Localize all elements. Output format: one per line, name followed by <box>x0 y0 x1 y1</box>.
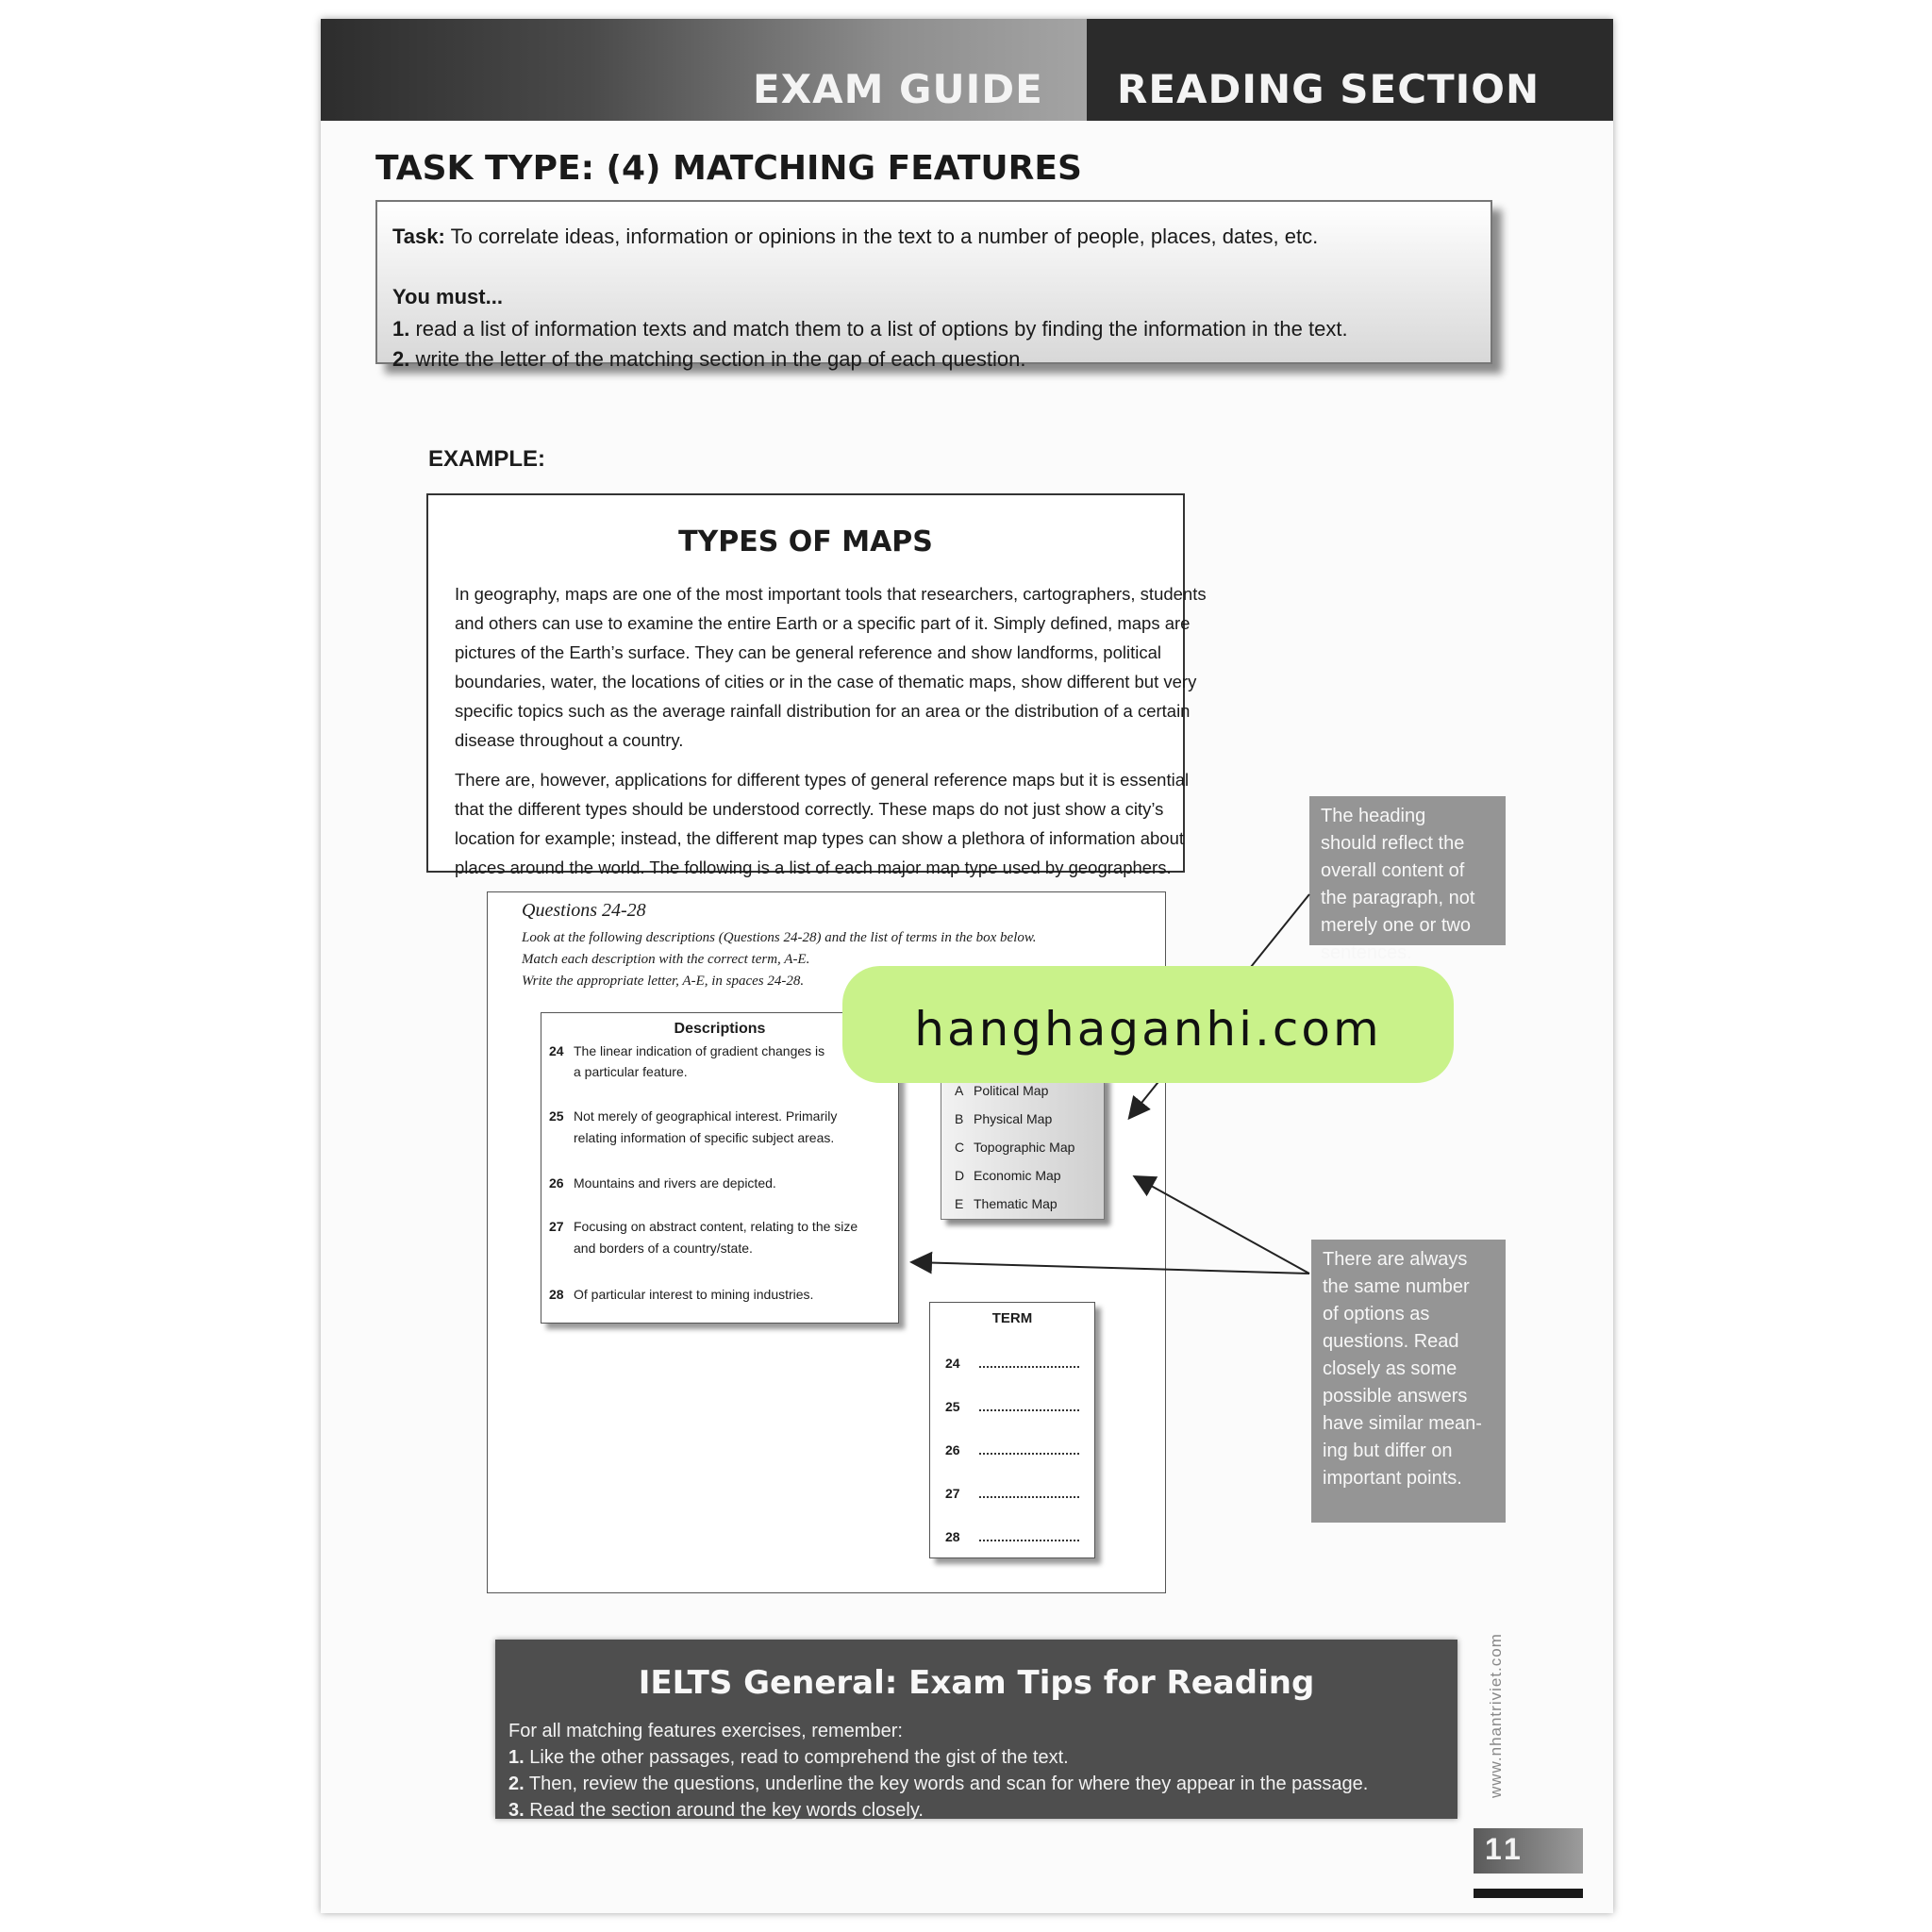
answer-number: 25 <box>945 1399 960 1414</box>
task-step-text: read a list of information texts and match them to a list of options by finding the information in the text. <box>415 317 1348 341</box>
option-label: Topographic Map <box>974 1140 1075 1155</box>
callout-line: questions. Read <box>1323 1331 1459 1352</box>
callout-line: the paragraph, not <box>1321 888 1475 908</box>
tip-number: 2. <box>508 1774 525 1794</box>
descriptions-heading: Descriptions <box>674 1021 766 1037</box>
answer-number: 27 <box>945 1486 960 1501</box>
callout-line: of options as <box>1323 1304 1430 1324</box>
callout-line: merely one or two <box>1321 915 1471 936</box>
answer-number: 26 <box>945 1442 960 1457</box>
tip-number: 1. <box>508 1747 525 1768</box>
option-letter: D <box>955 1168 965 1183</box>
passage-line: There are, however, applications for different types of general reference maps but it is essential <box>455 770 1190 790</box>
passage-line: specific topics such as the average rainfall distribution for an area or the distribution of a certain <box>455 701 1191 721</box>
questions-instruction: Look at the following descriptions (Questions 24-28) and the list of terms in the box below. <box>522 930 1037 945</box>
task-step-number: 1. <box>392 317 410 341</box>
tip-number: 3. <box>508 1800 525 1821</box>
callout-line: There are always <box>1323 1249 1468 1270</box>
publisher-url: www.nhantriviet.com <box>1487 1633 1505 1798</box>
option-letter: C <box>955 1140 965 1155</box>
tips-title: IELTS General: Exam Tips for Reading <box>638 1664 1315 1702</box>
task-type-title: TASK TYPE: (4) MATCHING FEATURES <box>375 149 1082 188</box>
you-must-label: You must... <box>392 285 503 308</box>
task-text: To correlate ideas, information or opinions in the text to a number of people, places, dates, etc. <box>450 225 1319 248</box>
exam-guide-label: EXAM GUIDE <box>753 66 1043 112</box>
tip-item <box>508 1747 1069 1769</box>
tip-text: Like the other passages, read to comprehend the gist of the text. <box>529 1747 1069 1768</box>
passage-title: TYPES OF MAPS <box>678 525 933 558</box>
option-label: Economic Map <box>974 1168 1061 1183</box>
description-number: 25 <box>549 1108 564 1124</box>
option-letter: A <box>955 1083 964 1098</box>
option-label: Physical Map <box>974 1111 1053 1126</box>
arrow-line <box>1136 1177 1309 1274</box>
option-label: Political Map <box>974 1083 1049 1098</box>
passage-line: In geography, maps are one of the most important tools that researchers, cartographers, students <box>455 584 1207 604</box>
callout-line: ing but differ on <box>1323 1441 1453 1461</box>
callout-line: The heading <box>1321 806 1426 826</box>
answer-number: 28 <box>945 1529 960 1544</box>
watermark-badge <box>842 966 1454 1083</box>
callout-line: the same number <box>1323 1276 1470 1297</box>
callout-line: closely as some <box>1323 1358 1457 1379</box>
questions-title: Questions 24-28 <box>522 900 646 921</box>
exam-tips-box <box>495 1640 1457 1819</box>
option-letter: E <box>955 1196 964 1211</box>
answer-number: 24 <box>945 1356 960 1371</box>
option-letter: B <box>955 1111 964 1126</box>
passage-line: pictures of the Earth’s surface. They can be general reference and show landforms, political <box>455 642 1161 662</box>
callout-line: important points. <box>1323 1468 1462 1489</box>
page-number-tab <box>1474 1828 1583 1874</box>
tip-item <box>508 1800 924 1822</box>
tip-text: Then, review the questions, underline the key words and scan for where they appear in the passage. <box>528 1774 1369 1794</box>
callout-line: have similar mean- <box>1323 1413 1482 1434</box>
option-label: Thematic Map <box>974 1196 1058 1211</box>
description-number: 24 <box>549 1043 564 1058</box>
questions-instruction: Match each description with the correct term, A-E. <box>522 952 810 967</box>
page-number: 11 <box>1485 1832 1524 1866</box>
description-text: The linear indication of gradient changes is <box>574 1043 825 1058</box>
tips-intro: For all matching features exercises, remember: <box>508 1721 903 1741</box>
term-heading: TERM <box>991 1310 1033 1326</box>
watermark-text: hanghaganhi.com <box>914 1002 1382 1057</box>
questions-instruction: Write the appropriate letter, A-E, in spaces 24-28. <box>522 974 805 989</box>
passage-line: that the different types should be understood correctly. These maps do not just show a city’s <box>455 799 1164 819</box>
passage-line: and others can use to examine the entire Earth or a specific part of it. Simply defined, maps are <box>455 613 1191 633</box>
callout-line: overall content of <box>1321 860 1465 881</box>
tip-item <box>508 1774 1368 1795</box>
passage-line: location for example; instead, the different map types can show a plethora of information about <box>455 828 1185 848</box>
tip-text: Read the section around the key words closely. <box>529 1800 924 1821</box>
passage-line: places around the world. The following is a list of each major map type used by geographers. <box>455 858 1172 877</box>
passage-line: disease throughout a country. <box>455 730 684 750</box>
description-number: 28 <box>549 1287 564 1302</box>
arrow-line <box>913 1262 1309 1274</box>
callout-line: sentences. <box>1321 942 1412 963</box>
description-text: Not merely of geographical interest. Primarily <box>574 1108 838 1124</box>
description-text: relating information of specific subject areas. <box>574 1130 835 1145</box>
task-step-text: write the letter of the matching section in the gap of each question. <box>415 347 1026 371</box>
description-number: 26 <box>549 1175 564 1191</box>
passage-line: boundaries, water, the locations of cities or in the case of thematic maps, show different but very <box>455 672 1197 691</box>
task-step-number: 2. <box>392 347 410 371</box>
description-number: 27 <box>549 1219 564 1234</box>
description-text: a particular feature. <box>574 1064 688 1079</box>
description-text: and borders of a country/state. <box>574 1241 753 1256</box>
example-label: EXAMPLE: <box>428 446 546 472</box>
page-number-bar <box>1474 1889 1583 1898</box>
callout-line: should reflect the <box>1321 833 1465 854</box>
task-label: Task: <box>392 225 445 248</box>
reading-section-label: READING SECTION <box>1117 66 1541 112</box>
description-text: Of particular interest to mining industries. <box>574 1287 814 1302</box>
description-text: Mountains and rivers are depicted. <box>574 1175 776 1191</box>
description-text: Focusing on abstract content, relating to the size <box>574 1219 858 1234</box>
callout-line: possible answers <box>1323 1386 1468 1407</box>
